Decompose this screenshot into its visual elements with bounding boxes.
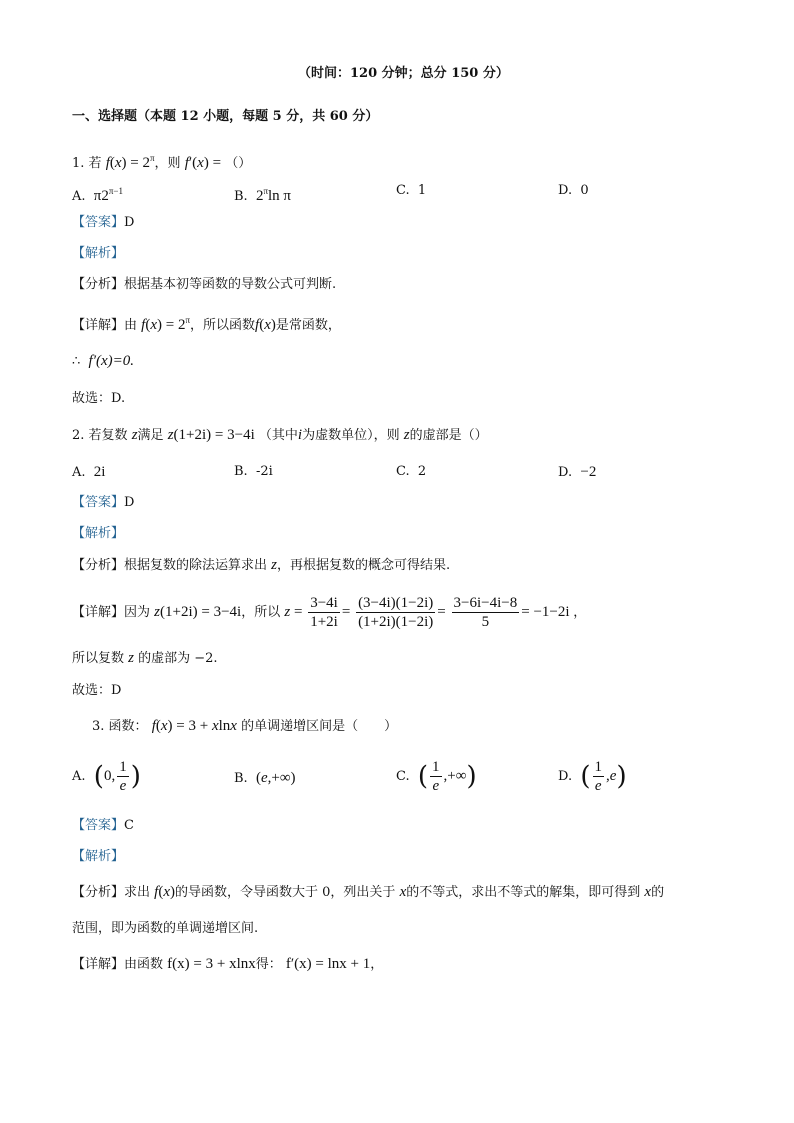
xiangjie-label: 【详解】 bbox=[72, 318, 125, 333]
q3-xj-formula: f(x) = 3 + xlnx bbox=[167, 956, 256, 972]
q1-xiangjie bbox=[72, 310, 341, 336]
answer-label: 【答案】 bbox=[72, 495, 125, 510]
q2-frac-2: $\frac{(3-4i)(1-2i)}{(1+2i)(1-2i)}$ bbox=[358, 595, 434, 631]
q2-conc-prefix: 所以复数 bbox=[72, 651, 125, 666]
q3-fenxi-line2: 范围，即为函数的单调递增区间. bbox=[72, 921, 259, 936]
q2-note-b: 为虚数单位），则 bbox=[302, 428, 400, 443]
q3-stem-suffix: 的单调递增区间是（ ） bbox=[241, 719, 398, 734]
q2-frac-3: $\frac{3-6i-4i-8}{5}$ bbox=[453, 595, 518, 631]
q2-xj-mid: ，所以 bbox=[241, 605, 281, 620]
q1-xj-formula: $f(x) = 2^\pi$ bbox=[141, 315, 191, 333]
q3-option-c[interactable]: C. ( $\frac{1}{e}$ ,+∞) bbox=[396, 759, 477, 794]
q2-stem-prefix: 2. 若复数 bbox=[72, 428, 128, 443]
q2-conc-z: z bbox=[128, 650, 134, 666]
q2-var-i: i bbox=[297, 427, 303, 443]
q3-fenxi-d: 的 bbox=[651, 885, 665, 900]
q3-fenxi-x2: x bbox=[644, 884, 652, 900]
q3-function-formula: f(x) = 3 + xlnx bbox=[151, 718, 237, 734]
q2-stem bbox=[72, 425, 488, 446]
q3-option-b[interactable]: B. (e,+∞) bbox=[234, 770, 296, 786]
q1-option-d[interactable]: D. 0 bbox=[558, 183, 589, 198]
q3-fenxi-b: 的导函数，令导函数大于 0，列出关于 bbox=[175, 885, 396, 900]
q2-xj-computation: z = $\frac{3-4i}{1+2i}$ = $\frac{(3-4i)(1-2i)}{(1+2i)(1-2i)}$ = $\frac{3-6i-4i-8}{5}$ = −1−2i bbox=[284, 595, 574, 631]
q1-answer-value: D bbox=[124, 215, 135, 230]
q3-option-a[interactable]: A. (0, $\frac{1}{e}$ ) bbox=[72, 759, 141, 794]
q2-stem-suffix: 的虚部是（） bbox=[409, 428, 488, 443]
q3-options bbox=[72, 758, 772, 802]
q1-stem bbox=[72, 148, 251, 174]
section-title: 一、选择题（本题 12 小题，每题 5 分，共 60 分） bbox=[72, 109, 379, 124]
q2-fenxi bbox=[72, 555, 450, 576]
q1-derivative-formula: f′(x) = bbox=[184, 155, 222, 171]
q1-option-a[interactable]: A. $\pi 2^{\pi-1}$ bbox=[72, 186, 123, 204]
q1-stem-mid: ，则 bbox=[154, 156, 181, 171]
q3-analysis-label: 【解析】 bbox=[72, 849, 125, 864]
fenxi-label: 【分析】 bbox=[72, 885, 125, 900]
q1-result-line bbox=[72, 351, 134, 372]
q2-choose: 故选：D bbox=[72, 683, 122, 698]
q1-option-c[interactable]: C. 1 bbox=[396, 183, 427, 198]
q1-answer bbox=[72, 213, 134, 233]
q3-stem bbox=[92, 716, 397, 737]
q3-fenxi bbox=[72, 882, 664, 903]
q3-fenxi-a: 求出 bbox=[124, 885, 151, 900]
q2-analysis-label: 【解析】 bbox=[72, 526, 125, 541]
q2-conclusion bbox=[72, 648, 218, 669]
q1-xj-prefix: 由 bbox=[124, 318, 138, 333]
q1-xj-suffix: 是常函数， bbox=[275, 318, 341, 333]
q3-fenxi-x1: x bbox=[399, 884, 407, 900]
q3-answer-value: C bbox=[124, 818, 134, 833]
q3-xj-derivative: f′(x) = lnx + 1 bbox=[285, 956, 371, 972]
q1-option-b[interactable]: B. $2^\pi\ln$ π bbox=[234, 186, 291, 204]
q1-function-formula: $f(x) = 2^\pi$ bbox=[105, 153, 155, 171]
q1-analysis-label: 【解析】 bbox=[72, 246, 125, 261]
q2-var-z: z bbox=[131, 427, 138, 443]
q1-result: f′(x)=0. bbox=[88, 353, 135, 369]
q2-option-b[interactable]: B. -2i bbox=[234, 464, 273, 479]
q2-equation: z(1+2i) = 3−4i bbox=[167, 427, 255, 443]
q2-xiangjie: 【详解】因为 z(1+2i) = 3−4i，所以 z = $\frac{3-4i}{1+2i}$ = $\frac{(3-4i)(1-2i)}{(1+2i)(1-2i)}$ = $\frac{3-6i-4i-8}{5}$ = −1−2i ， bbox=[72, 595, 587, 631]
q3-fenxi-fx: f(x) bbox=[154, 884, 176, 900]
q2-conc-suffix: 的虚部为 −2. bbox=[138, 651, 218, 666]
xiangjie-label: 【详解】 bbox=[72, 605, 125, 620]
q2-note-a: （其中 bbox=[258, 428, 298, 443]
q1-fenxi-text: 根据基本初等函数的导数公式可判断. bbox=[124, 277, 337, 292]
q1-choose: 故选：D. bbox=[72, 391, 126, 406]
q1-stem-suffix: （） bbox=[225, 156, 252, 171]
q2-xj-prefix: 因为 bbox=[124, 605, 151, 620]
fenxi-label: 【分析】 bbox=[72, 277, 125, 292]
therefore-symbol: ∴ bbox=[72, 354, 81, 369]
q3-stem-prefix: 3. 函数： bbox=[92, 719, 148, 734]
q3-xiangjie: 【详解】由函数 f(x) = 3 + xlnx得： f′(x) = lnx + 1， bbox=[72, 956, 384, 972]
q2-option-a[interactable]: A. 2i bbox=[72, 464, 106, 480]
q2-fenxi-prefix: 根据复数的除法运算求出 bbox=[124, 558, 268, 573]
q2-fenxi-suffix: ，再根据复数的概念可得结果. bbox=[277, 558, 451, 573]
q3-xj-prefix: 由函数 bbox=[124, 957, 164, 972]
q2-option-d[interactable]: D. −2 bbox=[558, 464, 597, 480]
q2-answer-value: D bbox=[124, 495, 135, 510]
q3-xj-mid: 得： bbox=[255, 957, 282, 972]
q2-xj-eq: z(1+2i) = 3−4i bbox=[154, 604, 242, 620]
q2-answer bbox=[72, 493, 134, 513]
q2-var-z2: z bbox=[403, 427, 410, 443]
answer-label: 【答案】 bbox=[72, 818, 125, 833]
q3-option-d[interactable]: D. ( $\frac{1}{e}$ ,e) bbox=[558, 759, 627, 794]
answer-label: 【答案】 bbox=[72, 215, 125, 230]
q1-fenxi bbox=[72, 275, 336, 295]
q1-stem-prefix: 1. 若 bbox=[72, 156, 102, 171]
q3-fenxi-c: 的不等式，求出不等式的解集，即可得到 bbox=[406, 885, 641, 900]
q1-xj-mid: ，所以函数 bbox=[190, 318, 256, 333]
q1-xj-fx: f(x) bbox=[255, 317, 276, 333]
q2-frac-1: $\frac{3-4i}{1+2i}$ bbox=[310, 595, 338, 631]
q3-answer bbox=[72, 816, 134, 836]
q2-stem-mid: 满足 bbox=[137, 428, 164, 443]
q2-fenxi-z: z bbox=[271, 557, 278, 573]
time-note: （时间：120 分钟；总分 150 分） bbox=[298, 66, 509, 81]
fenxi-label: 【分析】 bbox=[72, 558, 125, 573]
q2-option-c[interactable]: C. 2 bbox=[396, 464, 427, 479]
xiangjie-label: 【详解】 bbox=[72, 957, 125, 972]
